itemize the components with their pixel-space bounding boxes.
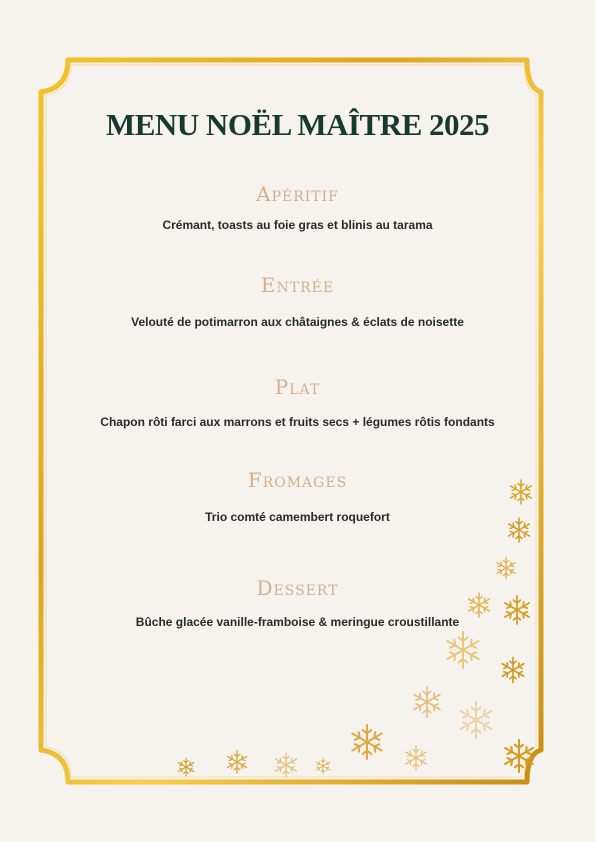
course-aperitif [60,182,535,233]
course-title: Plat [274,375,321,399]
course-entree [60,273,535,330]
course-title: Dessert [256,576,339,600]
course-description: Crémant, toasts au foie gras et blinis au tarama [162,218,433,232]
course-title: Apéritif [256,182,339,206]
course-description: Trio comté camembert roquefort [205,510,390,524]
menu-title: MENU NOËL MAÎTRE 2025 [105,107,490,142]
course-title: Entrée [260,273,335,297]
course-dessert [60,576,535,630]
course-plat [60,375,535,430]
course-description: Bûche glacée vanille-framboise & meringue croustillante [135,615,460,629]
course-title: Fromages [247,468,348,492]
course-description: Chapon rôti farci aux marrons et fruits secs + légumes rôtis fondants [100,415,495,429]
course-description: Velouté de potimarron aux châtaignes & éclats de noisette [131,315,464,329]
course-fromages [60,468,535,525]
